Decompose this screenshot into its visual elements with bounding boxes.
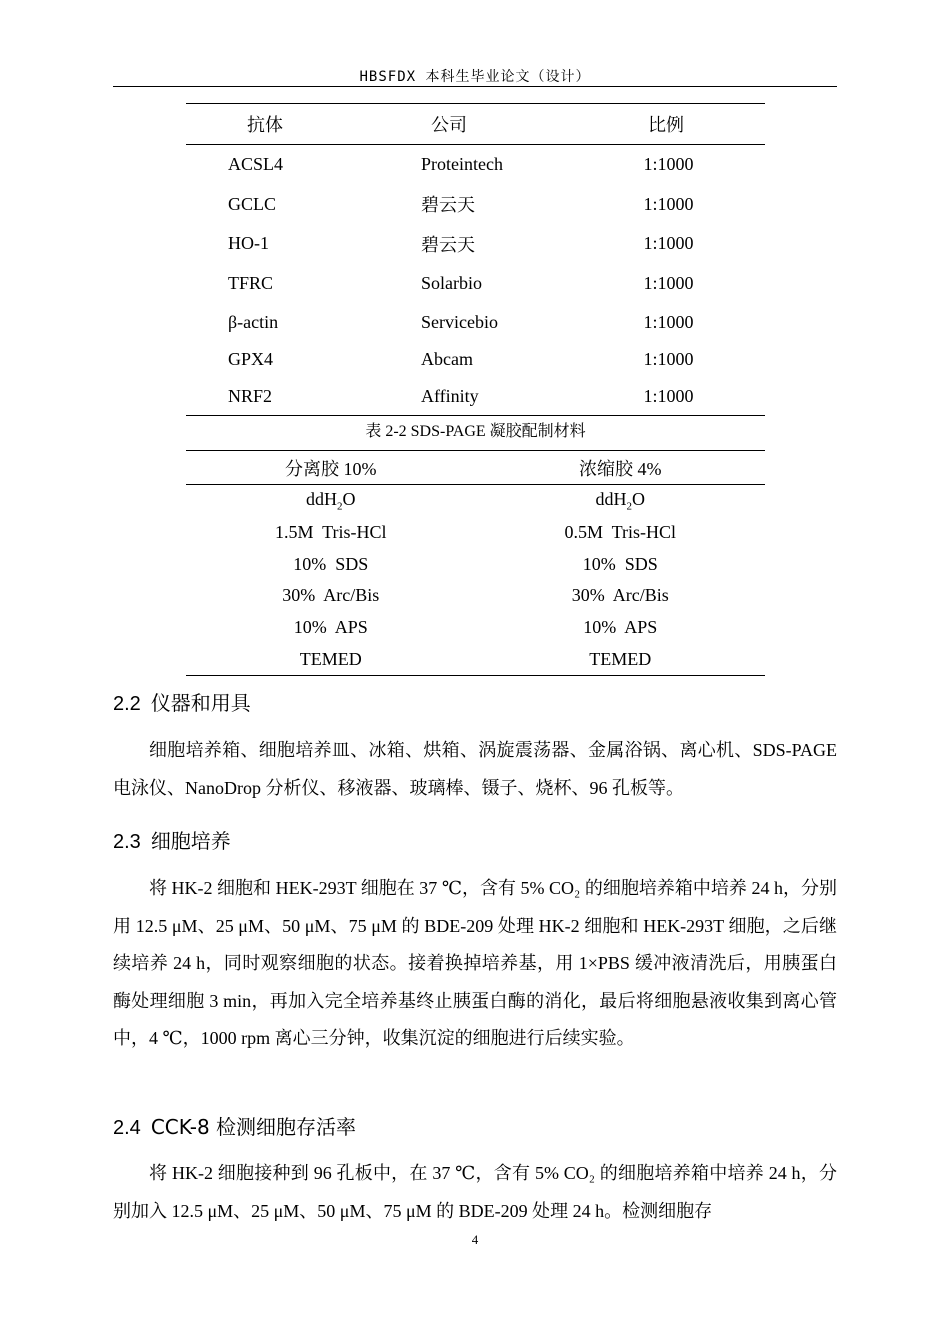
table-bottom-rule xyxy=(186,415,765,416)
table-header-row xyxy=(186,104,765,144)
section-heading-2-3 xyxy=(113,825,231,854)
section-title: 仪器和用具 xyxy=(150,691,251,715)
table-cell: 10% APS xyxy=(583,617,658,638)
paragraph-cell-culture: 将 HK-2 细胞和 HEK-293T 细胞在 37 ℃，含有 5% CO₂ 的细胞培养箱中培养 24 h，分别用 12.5 μM、25 μM、50 μM、75 μM 的 BDE-209 处理 HK-2 细胞和 HEK-293T 细胞，之后继续培养 24 h，同时观察细胞的状态。接着换掉培养基，用 1×PBS 缓冲液清洗后，用胰蛋白酶处理细胞 3 min，再加入完全培养基终止胰蛋白酶的消化，最后将细胞悬液收集到离心管中，4 ℃，1000 rpm 离心三分钟，收集沉淀的细胞进行后续实验。 xyxy=(113,878,837,1048)
table-row xyxy=(186,184,765,224)
section-number: 2.3 xyxy=(113,831,141,853)
table-cell: β-actin xyxy=(228,311,279,332)
table-cell: Solarbio xyxy=(421,272,482,293)
table-cell: Proteintech xyxy=(421,154,503,174)
table-cell: 1:1000 xyxy=(643,311,694,332)
section-number: 2.4 xyxy=(113,1117,141,1139)
table-row xyxy=(186,580,765,612)
table-cell: 0.5M Tris-HCl xyxy=(564,522,677,543)
section-title: 细胞培养 xyxy=(150,829,231,853)
column-header: 比例 xyxy=(648,115,684,135)
table-row xyxy=(186,303,765,341)
table-cell: 1:1000 xyxy=(643,349,694,369)
table-cell: 1.5M Tris-HCl xyxy=(274,522,387,543)
table-cell: 碧云天 xyxy=(421,234,475,255)
table-row xyxy=(186,485,765,517)
table-cell: Abcam xyxy=(421,349,473,369)
column-header: 公司 xyxy=(431,115,467,135)
column-header: 抗体 xyxy=(247,115,283,135)
table-cell: TFRC xyxy=(228,272,274,293)
table-row xyxy=(186,341,765,378)
table-cell: Servicebio xyxy=(421,311,498,332)
column-header: 浓缩胶 4% xyxy=(579,458,662,479)
table-cell: TEMED xyxy=(299,648,362,669)
table-cell: TEMED xyxy=(589,648,652,669)
table-caption: 表 2-2 SDS-PAGE 凝胶配制材料 xyxy=(365,423,586,440)
table-row xyxy=(186,145,765,184)
table-cell: 30% Arc/Bis xyxy=(282,585,380,606)
table-header-row xyxy=(186,451,765,484)
table-cell: 1:1000 xyxy=(643,233,694,253)
table-cell-ddh2o: ddH$_2$O xyxy=(595,489,645,513)
table-row xyxy=(186,263,765,303)
table-cell: 1:1000 xyxy=(643,154,694,174)
section-heading-2-2 xyxy=(113,687,251,716)
table-cell: 碧云天 xyxy=(421,195,475,215)
table-cell: 30% Arc/Bis xyxy=(571,585,669,606)
table-row xyxy=(186,224,765,263)
paragraph-cck8: 将 HK-2 细胞接种到 96 孔板中，在 37 ℃，含有 5% CO₂ 的细胞培养箱中培养 24 h，分别加入 12.5 μM、25 μM、50 μM、75 μM 的 BDE-209 处理 24 h。检测细胞存 xyxy=(113,1163,837,1221)
table-row xyxy=(186,612,765,644)
table-row xyxy=(186,643,765,675)
table-cell: 10% APS xyxy=(293,617,368,638)
table-cell: GCLC xyxy=(228,193,277,214)
table-cell: 1:1000 xyxy=(643,193,694,214)
section-number: 2.2 xyxy=(113,693,141,715)
page-header: HBSFDX 本科生毕业论文（设计） xyxy=(359,69,591,85)
table-cell-ddh2o: ddH$_2$O xyxy=(306,489,356,513)
table-cell: 10% SDS xyxy=(582,553,658,574)
table-cell: 1:1000 xyxy=(643,272,694,293)
antibody-table xyxy=(186,103,765,416)
table-cell: Affinity xyxy=(421,386,479,406)
page-number: 4 xyxy=(471,1232,479,1247)
table-cell: 1:1000 xyxy=(643,386,694,406)
sds-page-table xyxy=(186,450,765,676)
table-row xyxy=(186,548,765,580)
table-cell: GPX4 xyxy=(228,349,274,369)
table-cell: NRF2 xyxy=(228,386,273,406)
header-rule xyxy=(113,86,837,87)
column-header: 分离胶 10% xyxy=(285,458,377,479)
table-cell: ACSL4 xyxy=(228,154,284,174)
table-row xyxy=(186,378,765,415)
table-bottom-rule xyxy=(186,675,765,676)
table-row xyxy=(186,517,765,549)
section-heading-2-4 xyxy=(113,1111,356,1140)
section-title: CCK-8 检测细胞存活率 xyxy=(150,1115,357,1139)
table-cell: HO-1 xyxy=(228,233,269,253)
table-cell: 10% SDS xyxy=(293,553,369,574)
paragraph-instruments: 细胞培养箱、细胞培养皿、冰箱、烘箱、涡旋震荡器、金属浴锅、离心机、SDS-PAGE 电泳仪、NanoDrop 分析仪、移液器、玻璃棒、镊子、烧杯、96 孔板等。 xyxy=(113,740,837,798)
